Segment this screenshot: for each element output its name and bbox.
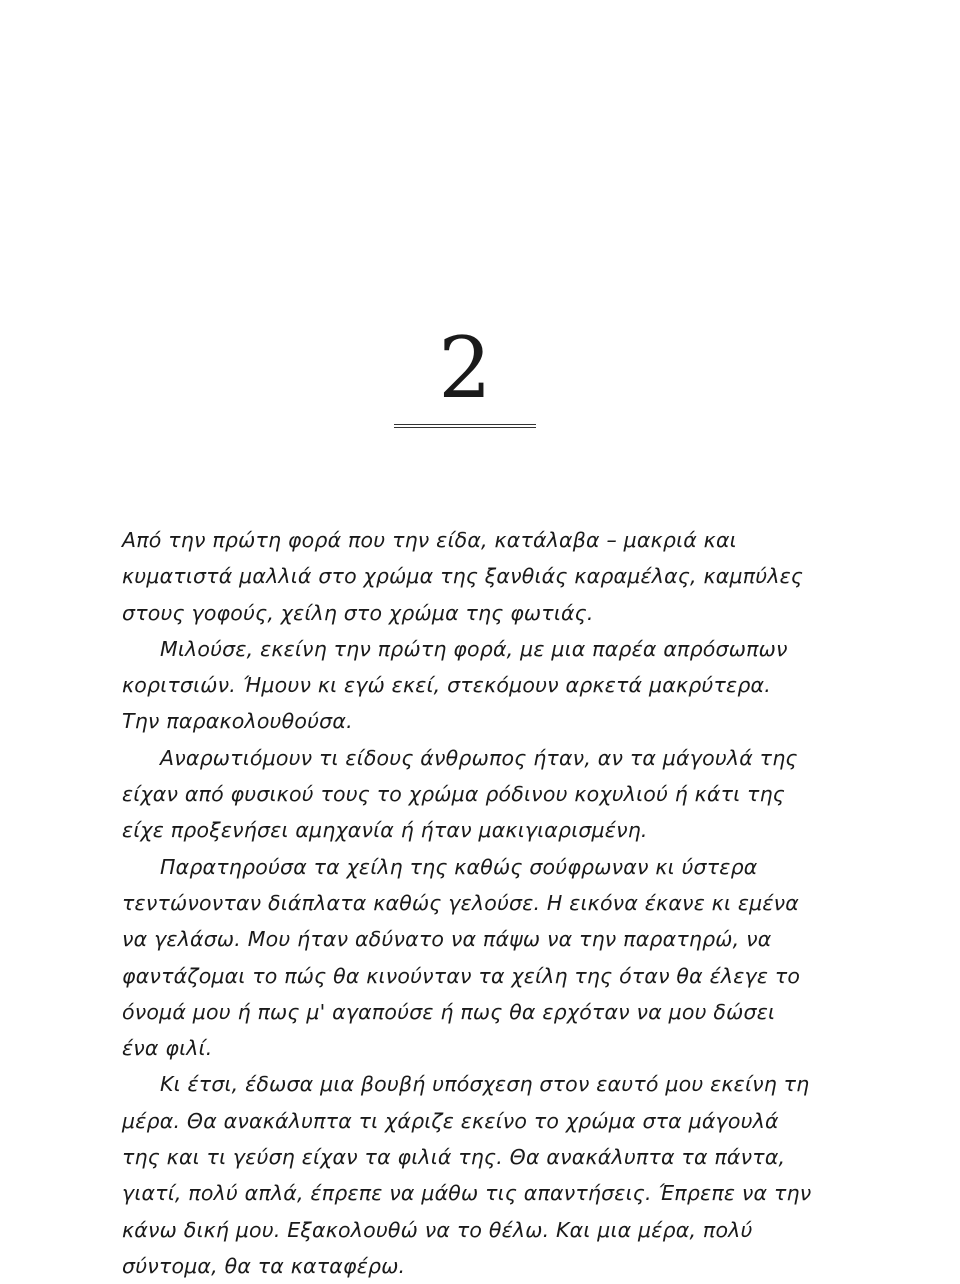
chapter-divider bbox=[394, 424, 536, 428]
chapter-body bbox=[122, 522, 812, 1284]
paragraph: Παρατηρούσα τα χείλη της καθώς σούφρωναν κι ύστερα τεντώνονταν διάπλατα καθώς γελούσε. Η εικόνα έκανε κι εμένα να γελάσω. Μου ήταν αδύνατο να πάψω να την παρατηρώ, να φαντάζομαι το πώς θα κινούνταν τα χείλη της όταν θα έλεγε το όνομά μου ή πως μ' αγαπούσε ή πως θα ερχόταν να μου δώσει ένα φιλί. bbox=[122, 854, 801, 1061]
paragraph: Αναρωτιόμουν τι είδους άνθρωπος ήταν, αν τα μάγουλά της είχαν από φυσικού τους το χρώμα ρόδινου κοχυλιού ή κάτι της είχε προξενήσει αμηχανία ή ήταν μακιγιαρισμένη. bbox=[122, 745, 798, 843]
paragraph: Μιλούσε, εκείνη την πρώτη φορά, με μια παρέα απρόσωπων κοριτσιών. Ήμουν κι εγώ εκεί, στεκόμουν αρκετά μακρύτερα. Την παρακολουθούσα. bbox=[122, 636, 788, 734]
paragraph: Κι έτσι, έδωσα μια βουβή υπόσχεση στον εαυτό μου εκείνη τη μέρα. Θα ανακάλυπτα τι χάριζε εκείνο το χρώμα στα μάγουλά της και τι γεύση είχαν τα φιλιά της. Θα ανακάλυπτα τα πάντα, γιατί, πολύ απλά, έπρεπε να μάθω τις απαντήσεις. Έπρεπε να την κάνω δική μου. Εξακολουθώ να το θέλω. Και μια μέρα, πολύ σύντομα, θα τα καταφέρω. bbox=[122, 1072, 812, 1278]
chapter-number: 2 bbox=[438, 319, 492, 417]
paragraph: Από την πρώτη φορά που την είδα, κατάλαβα – μακριά και κυματιστά μαλλιά στο χρώμα της ξανθιάς καραμέλας, καμπύλες στους γοφούς, χείλη στο χρώμα της φωτιάς. bbox=[122, 528, 804, 625]
